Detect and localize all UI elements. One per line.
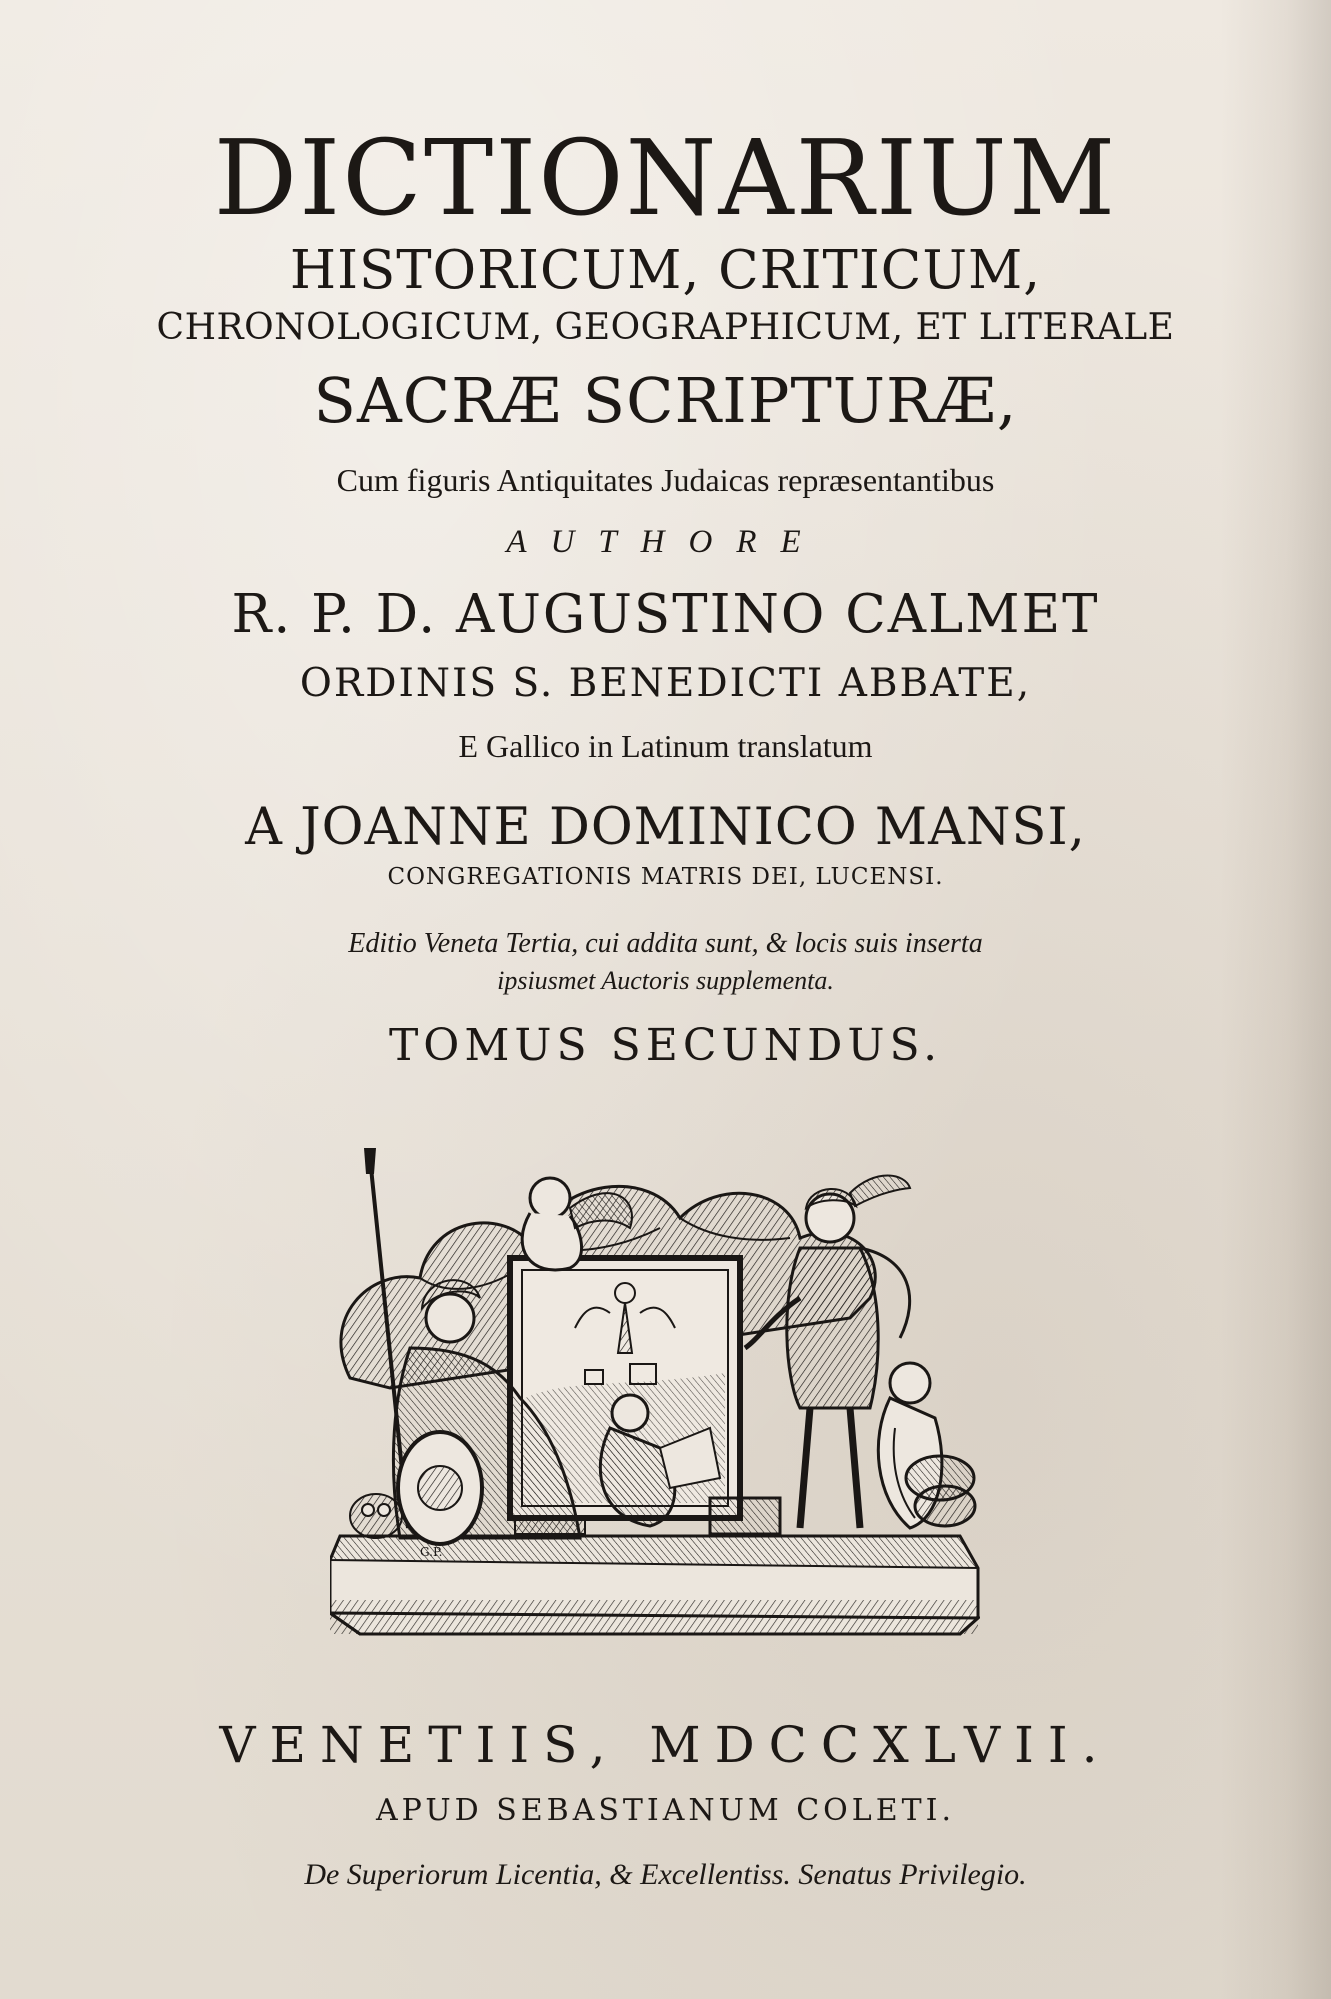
author-order: ORDINIS S. BENEDICTI ABBATE, — [299, 661, 1032, 706]
volume-label: TOMUS SECUNDUS. — [388, 1020, 943, 1071]
edition-note-line-2: ipsiusmet Auctoris supplementa. — [497, 966, 834, 995]
imprint-licence: De Superiorum Licentia, & Excellentiss. Senatus Privilegio. — [304, 1858, 1027, 1891]
engraving-signature: G.P. — [420, 1545, 443, 1559]
edition-note-line-1: Editio Veneta Tertia, cui addita sunt, & locis suis inserta — [348, 928, 983, 959]
subtitle-chronologicum: CHRONOLOGICUM, GEOGRAPHICUM, ET LITERALE — [156, 307, 1175, 348]
imprint-printer: APUD SEBASTIANUM COLETI. — [376, 1793, 955, 1828]
translator-congregation: CONGREGATIONIS MATRIS DEI, LUCENSI. — [387, 864, 944, 890]
main-title: DICTIONARIUM — [213, 117, 1118, 239]
authore-label: AUTHORE — [506, 524, 825, 560]
translation-note: E Gallico in Latinum translatum — [458, 728, 873, 764]
subtitle-sacrae-scripturae: SACRÆ SCRIPTURÆ, — [313, 364, 1018, 437]
translator-name: A JOANNE DOMINICO MANSI, — [245, 798, 1086, 857]
owl-figure — [350, 1494, 402, 1538]
subtitle-historicum: HISTORICUM, CRITICUM, — [289, 240, 1042, 301]
imprint-city-date: VENETIIS, MDCCXLVII. — [219, 1716, 1112, 1774]
author-name: R. P. D. AUGUSTINO CALMET — [231, 584, 1100, 645]
allegorical-engraving — [330, 1148, 980, 1640]
engraving-illustration — [330, 1148, 980, 1640]
description-line: Cum figuris Antiquitates Judaicas repræsentantibus — [336, 462, 995, 498]
